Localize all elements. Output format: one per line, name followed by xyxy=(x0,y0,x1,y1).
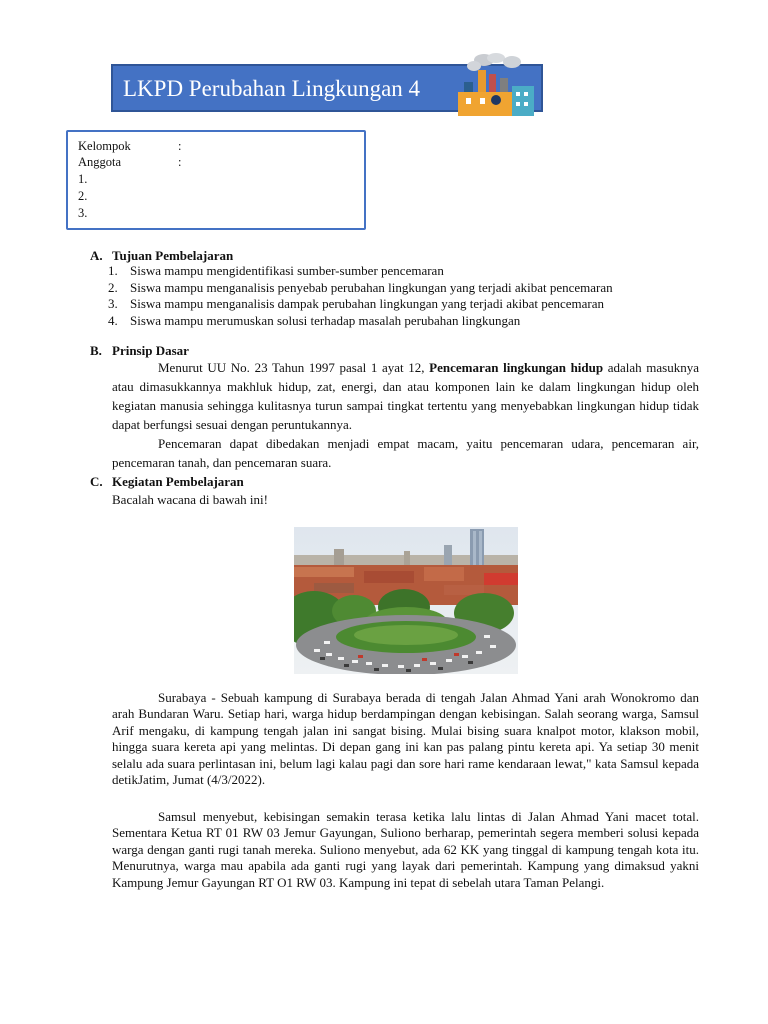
news-paragraph-2 xyxy=(112,809,699,891)
objectives-list xyxy=(108,263,708,329)
list-number: 4. xyxy=(108,312,118,328)
list-text: Siswa mampu menganalisis dampak perubahan lingkungan yang terjadi akibat pencemaran xyxy=(130,296,604,311)
reading-instruction: Bacalah wacana di bawah ini! xyxy=(112,492,268,507)
list-item xyxy=(108,263,708,280)
factory-icon xyxy=(456,52,540,116)
definition-paragraph xyxy=(112,358,699,434)
pollution-types-text: Pencemaran dapat dibedakan menjadi empat macam, yaitu pencemaran udara, pencemaran air, pencemaran tanah, dan pencemaran suara. xyxy=(112,436,699,470)
news-text-1: Surabaya - Sebuah kampung di Surabaya berada di tengah Jalan Ahmad Yani arah Wonokromo dan arah Bundaran Waru. Setiap hari, warga hidup berdampingan dengan kebisingan. Salah seorang warga, Samsul Arif mengaku, di kampung tengah jalan ini sangat bising. Mulai bising suara knalpot motor, klakson mobil, hingga suara kereta api yang melintas. Di depan gang ini kan pas palang pintu kereta api. Ya setiap 30 menit selalu ada suara perlintasan ini, belum lagi kalau pagi dan sore hari rame kendaraan lewat," kata Samsul kepada detikJatim, Jumat (4/3/2022). xyxy=(112,690,699,788)
list-item xyxy=(108,280,708,297)
member-1: 1. xyxy=(78,172,88,186)
page-title: LKPD Perubahan Lingkungan 4 xyxy=(123,76,421,101)
kelompok-colon: : xyxy=(178,139,182,153)
list-number: 2. xyxy=(108,279,118,295)
member-2: 2. xyxy=(78,189,88,203)
section-a-letter: A. xyxy=(90,248,103,263)
section-c-letter: C. xyxy=(90,474,103,489)
kelompok-row xyxy=(78,138,182,154)
news-paragraph-1 xyxy=(112,690,699,788)
list-item xyxy=(108,296,708,313)
definition-text-1: Menurut UU No. 23 Tahun 1997 pasal 1 ayat 12, xyxy=(158,360,430,375)
definition-text-2: adalah masuknya atau dimasukkannya makhluk hidup, zat, energi, dan atau komponen lain ke dalam lingkungan hidup oleh kegiatan manusia sehingga kulitasnya turun sampai tingkat tertentu yang menyebabkan lingkungan hidup tidak dapat berfungsi sesuai dengan peruntukannya. xyxy=(112,360,699,432)
news-text-2: Samsul menyebut, kebisingan semakin terasa ketika lalu lintas di Jalan Ahmad Yani macet total. Sementara Ketua RT 01 RW 03 Jemur Gayungan, Suliono berharap, pemerintah segera memberi solusi kepada warga dengan ganti rugi tanah mereka. Suliono menyebut, ada 62 KK yang tinggal di kampung tengah kota itu. Menurutnya, warga mau apabila ada ganti rugi yang layak dari pemerintah. Kampung yang dimaksud yakni Kampung Jemur Gayungan RT O1 RW 03. Kampung ini tepat di sebelah utara Taman Pelangi. xyxy=(112,809,699,890)
section-b-letter: B. xyxy=(90,343,102,358)
list-number: 1. xyxy=(108,263,118,278)
section-b-heading xyxy=(90,342,189,359)
list-text: Siswa mampu menganalisis penyebab perubahan lingkungan yang terjadi akibat pencemaran xyxy=(130,279,613,295)
group-info-box xyxy=(66,130,366,230)
section-a-title: Tujuan Pembelajaran xyxy=(112,248,234,263)
anggota-label: Anggota xyxy=(78,155,122,169)
list-text: Siswa mampu mengidentifikasi sumber-sumber pencemaran xyxy=(130,263,444,278)
pollution-types-paragraph xyxy=(112,434,699,472)
section-c-title: Kegiatan Pembelajaran xyxy=(112,474,244,489)
anggota-row xyxy=(78,154,182,170)
definition-term: Pencemaran lingkungan hidup xyxy=(429,360,604,375)
section-a-heading xyxy=(90,247,233,264)
list-item xyxy=(108,313,708,330)
city-traffic-photo xyxy=(294,527,518,674)
list-text: Siswa mampu merumuskan solusi terhadap masalah perubahan lingkungan xyxy=(130,312,521,328)
anggota-colon: : xyxy=(178,155,182,169)
kelompok-label: Kelompok xyxy=(78,139,131,153)
member-3: 3. xyxy=(78,206,88,220)
list-number: 3. xyxy=(108,296,118,311)
section-b-title: Prinsip Dasar xyxy=(112,343,189,358)
section-c-heading xyxy=(90,473,244,490)
